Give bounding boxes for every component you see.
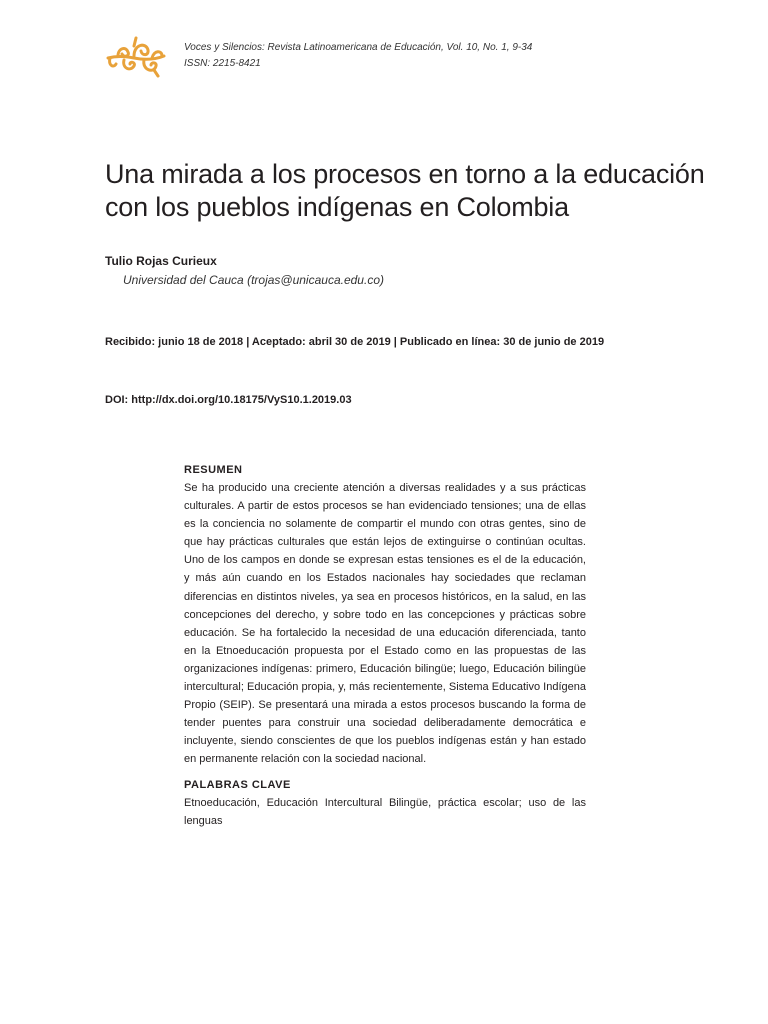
article-title: Una mirada a los procesos en torno a la educación con los pueblos indígenas en Colombia [105, 159, 705, 222]
publication-dates: Recibido: junio 18 de 2018 | Aceptado: abril 30 de 2019 | Publicado en línea: 30 de junio de 2019 [105, 336, 605, 348]
spiral-ornament-icon [104, 34, 168, 78]
abstract-section [184, 462, 586, 830]
abstract-heading: RESUMEN [184, 464, 243, 476]
issn-line: ISSN: 2215-8421 [184, 58, 261, 69]
abstract-text: Se ha producido una creciente atención a diversas realidades y a sus prácticas culturales. A partir de estos procesos se han evidenciado tensiones; una de ellas es la conciencia no solamente de compartir el mundo con otras gentes, sino de que hay prácticas culturales que están lejos de extinguirse o continúan ocultas. Uno de los campos en donde se expresan estas tensiones es el de la educación, y más aún cuando en los Estados nacionales hay sociedades que reclaman diferencias en distintos niveles, ya sea en procesos históricos, en la salud, en las concepciones del derecho, y sobre todo en las concepciones y prácticas sobre educación. Se ha fortalecido la necesidad de una educación diferenciada, tanto en la Etnoeducación propuesta por el Estado como en las propuestas de las organizaciones indígenas: primero, Educación bilingüe; luego, Educación bilingüe intercultural; Educación propia, y, más recientemente, Sistema Educativo Indígena Propio (SEIP). Se presentará una mirada a estos procesos buscando la forma de tender puentes para construir una sociedad deliberadamente democrática e incluyente, siendo conscientes de que los pueblos indígenas están y han estado en permanente relación con la sociedad nacional. [184, 482, 586, 766]
keywords-text: Etnoeducación, Educación Intercultural Bilingüe, práctica escolar; uso de las lenguas [184, 796, 586, 827]
journal-line: Voces y Silencios: Revista Latinoamericana de Educación, Vol. 10, No. 1, 9-34 [184, 42, 533, 53]
author-name: Tulio Rojas Curieux [105, 254, 217, 268]
keywords-heading: PALABRAS CLAVE [184, 778, 291, 791]
doi-link[interactable]: DOI: http://dx.doi.org/10.18175/VyS10.1.2019.03 [105, 394, 352, 406]
author-affiliation: Universidad del Cauca (trojas@unicauca.edu.co) [123, 273, 384, 287]
journal-citation [184, 40, 532, 72]
